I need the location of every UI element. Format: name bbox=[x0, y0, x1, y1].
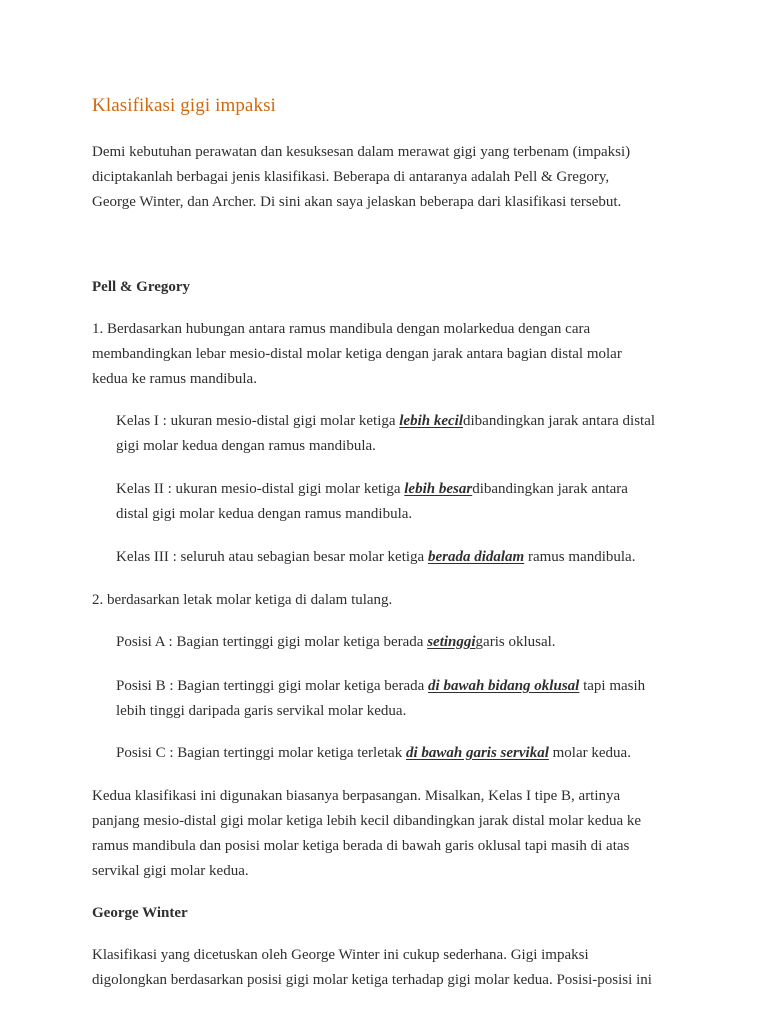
posisi-c-line bbox=[116, 741, 686, 766]
kelas-3-text: Kelas III : seluruh atau sebagian besar molar ketiga bbox=[116, 549, 428, 565]
summary-line: Kedua klasifikasi ini digunakan biasanya berpasangan. Misalkan, Kelas I tipe B, artinya bbox=[92, 788, 621, 804]
posisi-c-text: Posisi C : Bagian tertinggi molar ketiga terletak bbox=[116, 745, 406, 761]
posisi-a-emphasis: setinggi bbox=[427, 634, 476, 650]
posisi-b-text-after: tapi masih bbox=[579, 678, 646, 694]
kelas-2-line bbox=[116, 477, 686, 502]
summary-line: servikal gigi molar kedua. bbox=[92, 863, 249, 879]
intro-paragraph bbox=[92, 140, 692, 215]
summary-line: panjang mesio-distal gigi molar ketiga lebih kecil dibandingkan jarak distal molar kedua ke bbox=[92, 813, 642, 829]
page-title: Klasifikasi gigi impaksi bbox=[92, 95, 276, 116]
posisi-a-text-after: garis oklusal. bbox=[475, 634, 556, 650]
kelas-2-text-after: dibandingkan jarak antara bbox=[472, 481, 628, 497]
pell-gregory-item-2: 2. berdasarkan letak molar ketiga di dalam tulang. bbox=[92, 592, 393, 608]
george-winter-paragraph bbox=[92, 943, 692, 993]
kelas-2-emphasis: lebih besar bbox=[404, 481, 473, 497]
section-heading-george-winter: George Winter bbox=[92, 905, 188, 921]
posisi-b-paragraph bbox=[116, 674, 686, 724]
posisi-b-line: lebih tinggi daripada garis servikal molar kedua. bbox=[116, 703, 407, 719]
kelas-2-paragraph bbox=[116, 477, 686, 527]
george-winter-line: Klasifikasi yang dicetuskan oleh George Winter ini cukup sederhana. Gigi impaksi bbox=[92, 947, 589, 963]
kelas-2-line: distal gigi molar kedua dengan ramus mandibula. bbox=[116, 506, 413, 522]
intro-line: George Winter, dan Archer. Di sini akan saya jelaskan beberapa dari klasifikasi tersebut. bbox=[92, 194, 622, 210]
george-winter-line: digolongkan berdasarkan posisi gigi molar ketiga terhadap gigi molar kedua. Posisi-posisi ini bbox=[92, 972, 652, 988]
posisi-c-text-after: molar kedua. bbox=[548, 745, 631, 761]
posisi-b-text: Posisi B : Bagian tertinggi gigi molar ketiga berada bbox=[116, 678, 429, 694]
posisi-b-emphasis: di bawah bidang oklusal bbox=[428, 678, 580, 694]
kelas-3-text-after: ramus mandibula. bbox=[524, 549, 636, 565]
intro-line: Demi kebutuhan perawatan dan kesuksesan dalam merawat gigi yang terbenam (impaksi) bbox=[92, 144, 631, 160]
summary-line: ramus mandibula dan posisi molar ketiga berada di bawah garis oklusal tapi masih di atas bbox=[92, 838, 630, 854]
kelas-2-text: Kelas II : ukuran mesio-distal gigi molar ketiga bbox=[116, 481, 405, 497]
intro-line: diciptakanlah berbagai jenis klasifikasi. Beberapa di antaranya adalah Pell & Gregory, bbox=[92, 169, 610, 185]
kelas-1-text: Kelas I : ukuran mesio-distal gigi molar ketiga bbox=[116, 413, 400, 429]
kelas-1-line bbox=[116, 409, 686, 434]
kelas-3-line bbox=[116, 545, 686, 570]
item-line: membandingkan lebar mesio-distal molar ketiga dengan jarak antara bagian distal molar bbox=[92, 346, 622, 362]
kelas-3-emphasis: berada didalam bbox=[427, 549, 525, 565]
posisi-c-emphasis: di bawah garis servikal bbox=[405, 745, 549, 761]
posisi-a-line bbox=[116, 630, 686, 655]
kelas-1-text-after: dibandingkan jarak antara distal bbox=[463, 413, 656, 429]
posisi-a-text: Posisi A : Bagian tertinggi gigi molar ketiga berada bbox=[116, 634, 428, 650]
kelas-1-paragraph bbox=[116, 409, 686, 459]
posisi-a-paragraph bbox=[116, 630, 686, 655]
item-line: kedua ke ramus mandibula. bbox=[92, 371, 257, 387]
kelas-1-line: gigi molar kedua dengan ramus mandibula. bbox=[116, 438, 376, 454]
posisi-b-line bbox=[116, 674, 686, 699]
kelas-1-emphasis: lebih kecil bbox=[399, 413, 464, 429]
kelas-3-paragraph bbox=[116, 545, 686, 570]
section-heading-pell-gregory: Pell & Gregory bbox=[92, 279, 191, 295]
summary-paragraph bbox=[92, 784, 692, 884]
pell-gregory-item-1 bbox=[92, 317, 706, 392]
item-line: 1. Berdasarkan hubungan antara ramus mandibula dengan molarkedua dengan cara bbox=[92, 321, 591, 337]
posisi-c-paragraph bbox=[116, 741, 686, 766]
